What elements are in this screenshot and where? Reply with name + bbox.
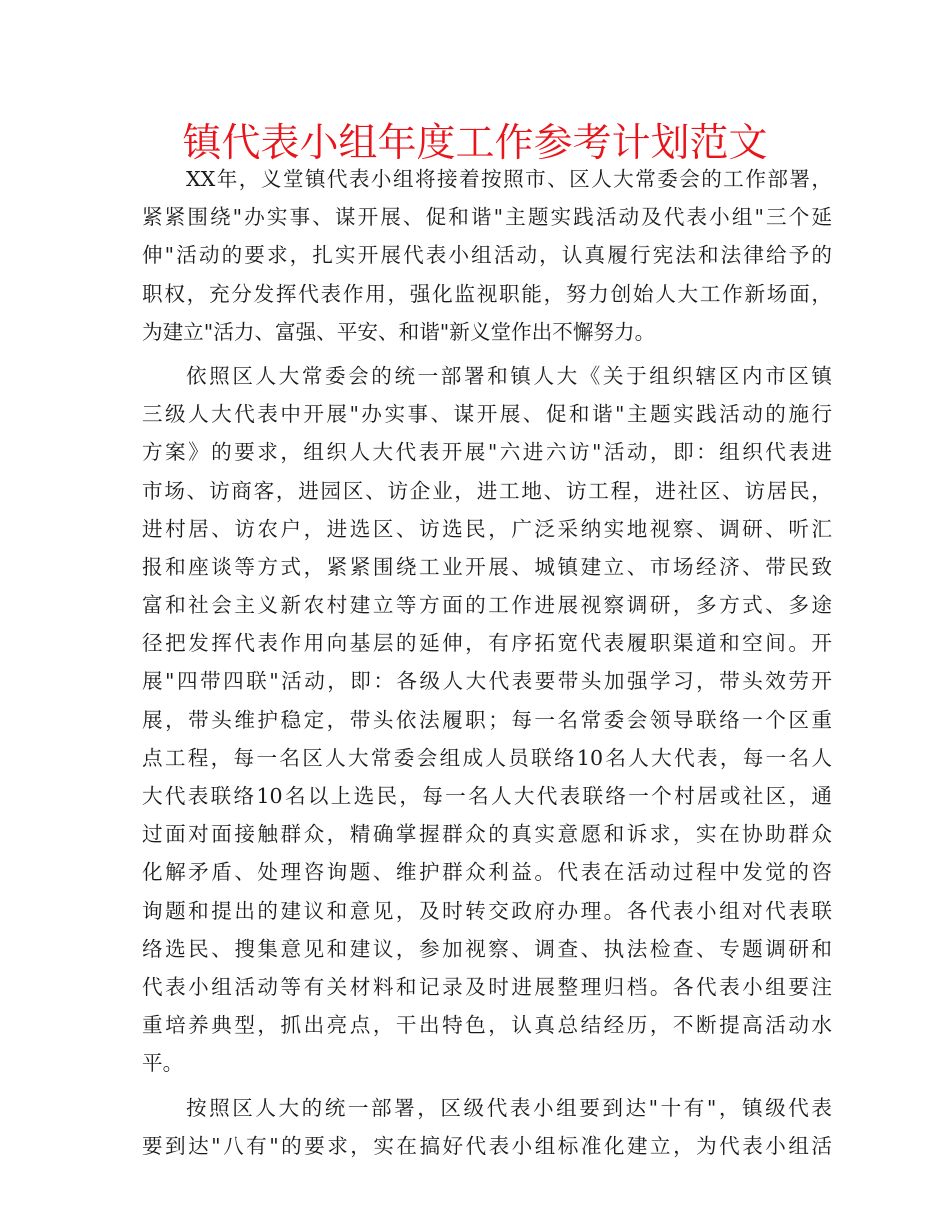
paragraph-line: 紧紧围绕"办实事、谋开展、促和谐"主题实践活动及代表小组"三个延 <box>142 205 832 230</box>
document-title: 镇代表小组年度工作参考计划范文 <box>182 121 768 166</box>
paragraph-line: 报和座谈等方式，紧紧围绕工业开展、城镇建立、市场经济、带民致 <box>142 554 832 579</box>
paragraph-line: 按照区人大的统一部署，区级代表小组要到达"十有"，镇级代表 <box>186 1095 832 1120</box>
paragraph-line: 平。 <box>142 1051 184 1076</box>
paragraph-2 <box>142 357 832 1083</box>
paragraph-line: 络选民、搜集意见和建议，参加视察、调查、执法检查、专题调研和 <box>142 936 832 961</box>
paragraph-line: 伸"活动的要求，扎实开展代表小组活动，认真履行宪法和法律给予的 <box>142 243 832 268</box>
paragraph-line: 展"四带四联"活动，即：各级人大代表要带头加强学习，带头效劳开 <box>142 669 832 694</box>
paragraph-line: 为建立"活力、富强、平安、和谐"新义堂作出不懈努力。 <box>142 319 656 344</box>
paragraph-3 <box>142 1089 832 1165</box>
paragraph-line: 过面对面接触群众，精确掌握群众的真实意愿和诉求，实在协助群众 <box>142 822 832 847</box>
paragraph-line: 化解矛盾、处理咨询题、维护群众利益。代表在活动过程中发觉的咨 <box>142 860 832 885</box>
paragraph-line: 市场、访商客，进园区、访企业，进工地、访工程，进社区、访居民， <box>142 478 832 503</box>
paragraph-line: 进村居、访农户，进选区、访选民，广泛采纳实地视察、调研、听汇 <box>142 516 832 541</box>
paragraph-line: 职权，充分发挥代表作用，强化监视职能，努力创始人大工作新场面， <box>142 281 832 306</box>
paragraph-line: 依照区人大常委会的统一部署和镇人大《关于组织辖区内市区镇 <box>186 363 832 388</box>
paragraph-line: 点工程，每一名区人大常委会组成人员联络10名人大代表，每一名人 <box>142 745 832 770</box>
paragraph-line: 要到达"八有"的要求，实在搞好代表小组标准化建立，为代表小组活 <box>142 1133 832 1158</box>
paragraph-line: XX年，义堂镇代表小组将接着按照市、区人大常委会的工作部署， <box>186 167 832 191</box>
paragraph-line: 展，带头维护稳定，带头依法履职；每一名常委会领导联络一个区重 <box>142 707 832 732</box>
document-body <box>142 160 832 1165</box>
paragraph-line: 询题和提出的建议和意见，及时转交政府办理。各代表小组对代表联 <box>142 898 832 923</box>
paragraph-1 <box>142 160 832 351</box>
paragraph-line: 三级人大代表中开展"办实事、谋开展、促和谐"主题实践活动的施行 <box>142 402 832 427</box>
paragraph-line: 代表小组活动等有关材料和记录及时进展整理归档。各代表小组要注 <box>142 974 832 999</box>
paragraph-line: 富和社会主义新农村建立等方面的工作进展视察调研，多方式、多途 <box>142 593 832 618</box>
paragraph-line: 大代表联络10名以上选民，每一名人大代表联络一个村居或社区，通 <box>142 784 832 808</box>
paragraph-line: 方案》的要求，组织人大代表开展"六进六访"活动，即：组织代表进 <box>142 440 832 465</box>
paragraph-line: 重培养典型，抓出亮点，干出特色，认真总结经历，不断提高活动水 <box>142 1013 832 1038</box>
paragraph-line: 径把发挥代表作用向基层的延伸，有序拓宽代表履职渠道和空间。开 <box>142 631 832 656</box>
